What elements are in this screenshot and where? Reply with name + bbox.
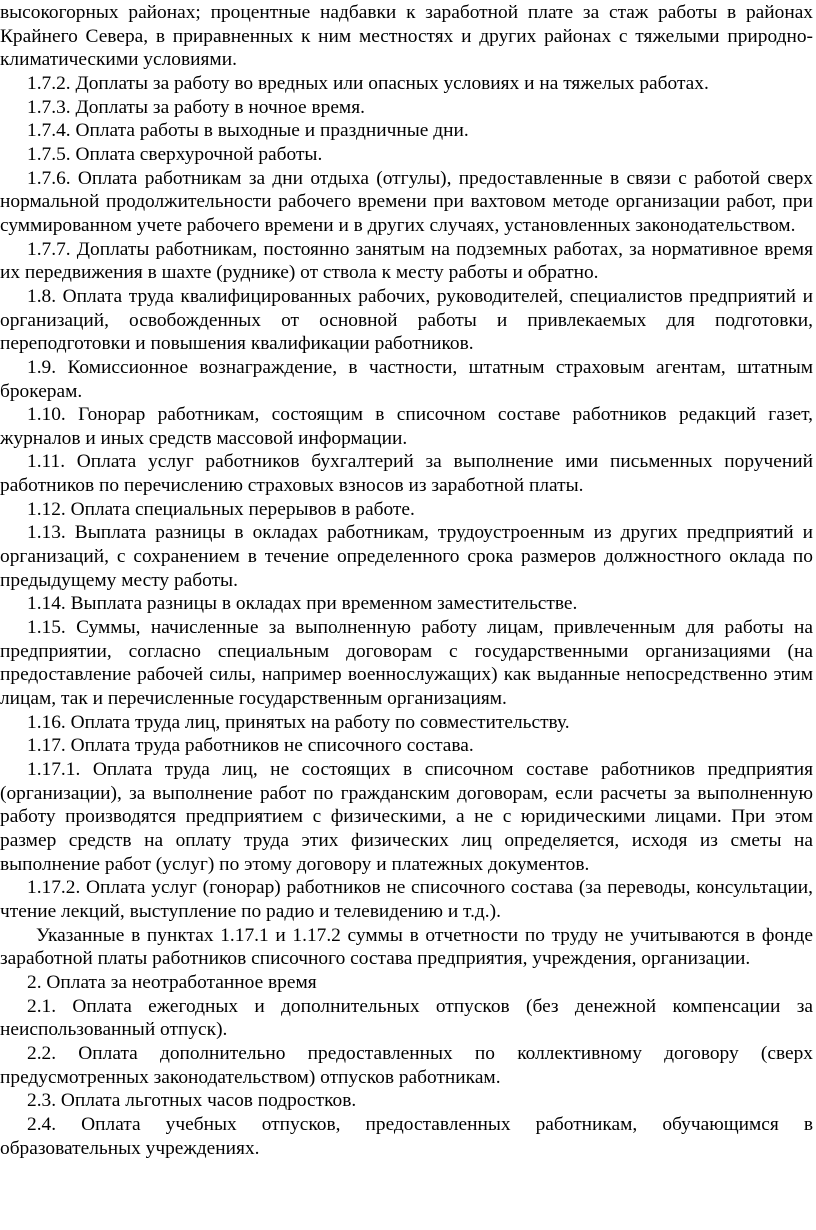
paragraph-1-12: 1.12. Оплата специальных перерывов в работе. <box>27 498 415 520</box>
paragraph-continuation: высокогорных районах; процентные надбавки к заработной плате за стаж работы в районах Крайнего Севера, в приравненных к ним местностях и других районах с тяжелыми природно-климатическими условиями. <box>0 2 813 71</box>
paragraph-1-14: 1.14. Выплата разницы в окладах при временном заместительстве. <box>27 593 578 615</box>
paragraph-note: Указанные в пунктах 1.17.1 и 1.17.2 суммы в отчетности по труду не учитываются в фонде заработной платы работников списочного состава предприятия, учреждения, организации. <box>0 924 813 970</box>
paragraph-1-15: 1.15. Суммы, начисленные за выполненную работу лицам, привлеченным для работы на предприятии, согласно специальным договорам с государственными организациями (на предоставление рабочей силы, например военнослужащих) как выданные непосредственно этим лицам, так и перечисленные государственным организациям. <box>0 617 813 710</box>
paragraph-1-7-4: 1.7.4. Оплата работы в выходные и праздничные дни. <box>27 120 469 142</box>
paragraph-1-7-3: 1.7.3. Доплаты за работу в ночное время. <box>27 96 365 118</box>
paragraph-1-8: 1.8. Оплата труда квалифицированных рабочих, руководителей, специалистов предприятий и организаций, освобожденных от основной работы и привлекаемых для подготовки, переподготовки и повышения квалификации работников. <box>0 285 813 355</box>
paragraph-1-10: 1.10. Гонорар работникам, состоящим в списочном составе работников редакций газет, журналов и иных средств массовой информации. <box>0 404 813 449</box>
paragraph-1-7-2: 1.7.2. Доплаты за работу во вредных или опасных условиях и на тяжелых работах. <box>27 72 709 94</box>
paragraph-1-17-1: 1.17.1. Оплата труда лиц, не состоящих в списочном составе работников предприятия (организации), за выполнение работ по гражданским договорам, если расчеты за выполненную работу производятся предприятием с физическими, а не с юридическими лицами. При этом размер средств на оплату труда этих физических лиц определяется, исходя из сметы на выполнение работ (услуг) по этому договору и платежных документов. <box>0 759 813 875</box>
paragraph-1-13: 1.13. Выплата разницы в окладах работникам, трудоустроенным из других предприятий и организаций, с сохранением в течение определенного срока размеров должностного оклада по предыдущему месту работы. <box>0 522 813 591</box>
paragraph-2-2: 2.2. Оплата дополнительно предоставленных по коллективному договору (сверх предусмотренных законодательством) отпусков работникам. <box>0 1042 813 1088</box>
paragraph-2-1: 2.1. Оплата ежегодных и дополнительных отпусков (без денежной компенсации за неиспользованный отпуск). <box>0 995 813 1041</box>
paragraph-1-11: 1.11. Оплата услуг работников бухгалтерий за выполнение ими письменных поручений работников по перечислению страховых взносов из заработной платы. <box>0 451 813 497</box>
paragraph-1-9: 1.9. Комиссионное вознаграждение, в частности, штатным страховым агентам, штатным брокерам. <box>0 356 813 402</box>
paragraph-2-3: 2.3. Оплата льготных часов подростков. <box>27 1090 357 1112</box>
paragraph-1-16: 1.16. Оплата труда лиц, принятых на работу по совместительству. <box>27 711 570 733</box>
paragraph-1-7-7: 1.7.7. Доплаты работникам, постоянно занятым на подземных работах, за нормативное время их передвижения в шахте (руднике) от ствола к месту работы и обратно. <box>0 238 813 284</box>
paragraph-1-17: 1.17. Оплата труда работников не списочного состава. <box>27 735 474 757</box>
paragraph-1-7-5: 1.7.5. Оплата сверхурочной работы. <box>27 143 323 165</box>
paragraph-2-4: 2.4. Оплата учебных отпусков, предоставленных работникам, обучающимся в образовательных учреждениях. <box>0 1113 813 1159</box>
section-heading-2: 2. Оплата за неотработанное время <box>27 971 317 993</box>
paragraph-1-7-6: 1.7.6. Оплата работникам за дни отдыха (отгулы), предоставленные в связи с работой сверх нормальной продолжительности рабочего времени при вахтовом методе организации работ, при суммированном учете рабочего времени и в других случаях, установленных законодательством. <box>0 167 813 236</box>
paragraph-1-17-2: 1.17.2. Оплата услуг (гонорар) работников не списочного состава (за переводы, консультации, чтение лекций, выступление по радио и телевидению и т.д.). <box>0 877 813 922</box>
